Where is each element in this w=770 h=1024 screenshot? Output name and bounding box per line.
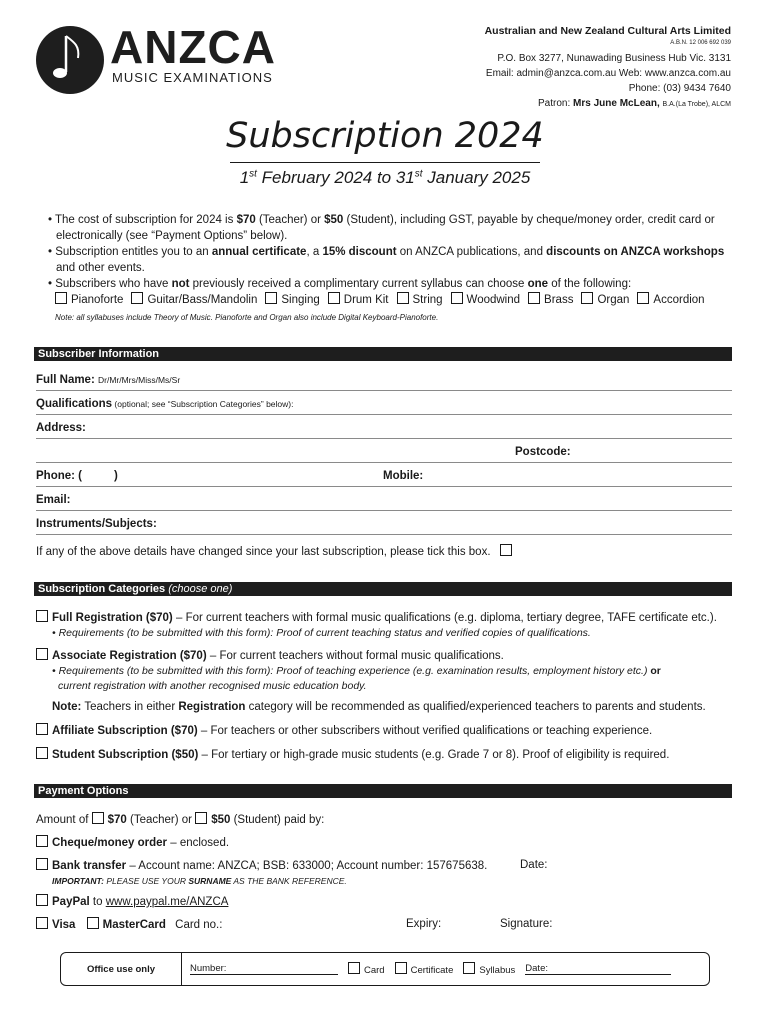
expiry-label: Expiry: [406,918,442,930]
org-name: Australian and New Zealand Cultural Arts Limited [484,25,731,37]
checkbox[interactable] [36,747,48,759]
office-certificate[interactable]: Certificate [395,962,454,976]
checkbox[interactable] [348,962,360,974]
office-number: Number: [190,963,338,975]
categories-heading: Subscription Categories (choose one) [34,582,732,596]
checkbox[interactable] [36,648,48,660]
visa-checkbox[interactable] [36,917,48,929]
signature-label: Signature: [500,918,553,930]
paypal-link[interactable]: www.paypal.me/ANZCA [105,896,229,908]
checkbox[interactable] [36,610,48,622]
payment-options-heading: Payment Options [34,784,732,798]
mastercard-checkbox[interactable] [87,917,99,929]
checkbox[interactable] [265,292,277,304]
org-contact: Email: admin@anzca.com.au Web: www.anzca.com.au [485,68,731,79]
bank-reference-note: IMPORTANT: PLEASE USE YOUR SURNAME AS THE BANK REFERENCE. [52,876,347,886]
syllabus-option[interactable]: Organ [581,292,629,308]
syllabus-options [48,292,728,308]
checkbox[interactable] [36,835,48,847]
org-patron: Patron: Mrs June McLean, B.A.(La Trobe), ALCM [538,98,731,109]
checkbox[interactable] [36,723,48,735]
full-registration-option[interactable]: Full Registration ($70) – For current teachers with formal music qualifications (e.g. diploma, tertiary degree, TAFE certificate etc.). • Requirements (to be submitted with this form): Proof of current teaching status and verified copies of qualifications. [36,610,736,641]
details-changed-checkbox[interactable] [500,544,512,556]
organisation-details [485,24,731,112]
syllabus-option[interactable]: Drum Kit [328,292,389,308]
checkbox[interactable] [528,292,540,304]
org-phone: Phone: (03) 9434 7640 [628,83,731,94]
syllabus-option[interactable]: Guitar/Bass/Mandolin [131,292,257,308]
office-date: Date: [525,963,671,975]
title-divider [230,162,540,163]
associate-registration-option[interactable]: Associate Registration ($70) – For current teachers without formal music qualifications. • Requirements (to be submitted with this form): Proof of teaching experience (e.g. examination results, employment history etc.) or current registration with another recognised music education body. [36,648,736,694]
checkbox[interactable] [55,292,67,304]
amount-70-checkbox[interactable] [92,812,104,824]
phone-mobile-field[interactable]: Phone: ( ) Mobile: [36,470,732,487]
office-syllabus[interactable]: Syllabus [463,962,515,976]
student-subscription-option[interactable]: Student Subscription ($50) – For tertiary or high-grade music students (e.g. Grade 7 or 8). Proof of eligibility is required. [36,747,736,763]
subscriber-info-heading: Subscriber Information [34,347,732,361]
full-name-field[interactable]: Full Name: Dr/Mr/Mrs/Miss/Ms/Sr [36,374,732,391]
checkbox[interactable] [131,292,143,304]
office-card[interactable]: Card [348,962,385,976]
checkbox[interactable] [637,292,649,304]
intro-bullets [48,212,728,326]
checkbox[interactable] [36,894,48,906]
checkbox[interactable] [395,962,407,974]
syllabus-option[interactable]: Woodwind [451,292,521,308]
syllabus-option[interactable]: Accordion [637,292,704,308]
org-address: P.O. Box 3277, Nunawading Business Hub Vic. 3131 [497,53,731,64]
subscription-period: 1st February 2024 to 31st January 2025 [239,168,531,187]
cost-bullet: • The cost of subscription for 2024 is $70 (Teacher) or $50 (Student), including GST, payable by cheque/money order, credit card or electronically (see “Payment Options” below). [48,214,715,242]
card-payment-line: Visa MasterCard Card no.: Expiry: Signature: [36,917,736,933]
music-note-icon [36,26,104,94]
bank-transfer-option[interactable]: Bank transfer – Account name: ANZCA; BSB: 633000; Account number: 157675638. Date: IMPORTANT: PLEASE USE YOUR SURNAME AS THE BANK REFERENCE. [36,858,736,889]
postcode-field[interactable]: Postcode: [36,446,732,463]
checkbox[interactable] [328,292,340,304]
checkbox[interactable] [397,292,409,304]
details-changed-line: If any of the above details have changed since your last subscription, please tick this box. [36,544,732,558]
page-title: Subscription 2024 [226,116,544,156]
affiliate-subscription-option[interactable]: Affiliate Subscription ($70) – For teachers or other subscribers without verified qualifications or teaching experience. [36,723,736,739]
syllabus-option[interactable]: Brass [528,292,573,308]
cheque-option[interactable]: Cheque/money order – enclosed. [36,835,736,851]
instruments-field[interactable]: Instruments/Subjects: [36,518,732,535]
checkbox[interactable] [451,292,463,304]
amount-line: Amount of $70 (Teacher) or $50 (Student) paid by: [36,814,325,826]
address-field[interactable]: Address: [36,422,732,439]
benefits-bullet: • Subscription entitles you to an annual certificate, a 15% discount on ANZCA publications, and discounts on ANZCA workshops and other events. [48,246,725,274]
checkbox[interactable] [36,858,48,870]
amount-50-checkbox[interactable] [195,812,207,824]
syllabus-option[interactable]: Singing [265,292,319,308]
logo-text: ANZCA [110,21,276,73]
card-number-label: Card no.: [175,919,223,931]
org-abn: A.B.N. 12 006 692 039 [670,40,731,46]
registration-note: Note: Teachers in either Registration category will be recommended as qualified/experienced teachers to parents and students. [52,701,706,713]
office-use-box [60,952,710,986]
paypal-option[interactable]: PayPal to www.paypal.me/ANZCA [36,894,736,910]
logo-subtitle: MUSIC EXAMINATIONS [112,70,273,85]
syllabus-option[interactable]: Pianoforte [55,292,123,308]
qualifications-field[interactable]: Qualifications (optional; see “Subscription Categories” below): [36,398,732,415]
syllabus-note: Note: all syllabuses include Theory of Music. Pianoforte and Organ also include Digital Keyboard-Pianoforte. [55,313,439,322]
office-use-label: Office use only [61,953,182,985]
syllabus-bullet: • Subscribers who have not previously received a complimentary current syllabus can choose one of the following: [48,278,632,290]
checkbox[interactable] [463,962,475,974]
anzca-logo-emblem [36,26,104,94]
syllabus-option[interactable]: String [397,292,443,308]
bank-date-label: Date: [520,859,548,871]
email-field[interactable]: Email: [36,494,732,511]
checkbox[interactable] [581,292,593,304]
